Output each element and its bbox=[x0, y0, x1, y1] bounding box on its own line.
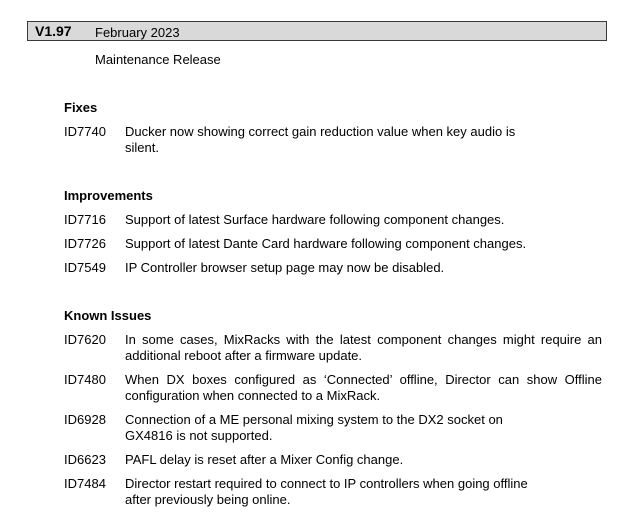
item-id: ID7620 bbox=[64, 332, 106, 347]
item-id: ID7716 bbox=[64, 212, 106, 227]
section-title-fixes: Fixes bbox=[64, 100, 98, 115]
item-id: ID7480 bbox=[64, 372, 106, 387]
item-description: Support of latest Surface hardware following component changes. bbox=[125, 212, 505, 227]
item-description: PAFL delay is reset after a Mixer Config change. bbox=[125, 452, 404, 467]
item-id: ID7484 bbox=[64, 476, 106, 491]
item-id: ID7549 bbox=[64, 260, 106, 275]
release-date: February 2023 bbox=[95, 25, 180, 40]
item-description: IP Controller browser setup page may now be disabled. bbox=[125, 260, 445, 275]
section-title-improvements: Improvements bbox=[64, 188, 153, 203]
item-id: ID7740 bbox=[64, 124, 106, 139]
section-title-known-issues: Known Issues bbox=[64, 308, 152, 323]
item-description: Director restart required to connect to IP controllers when going offline after previously being online. bbox=[125, 476, 528, 507]
version-header-bar bbox=[27, 21, 607, 41]
item-description: Support of latest Dante Card hardware following component changes. bbox=[125, 236, 527, 251]
item-description: Connection of a ME personal mixing system to the DX2 socket on GX4816 is not supported. bbox=[125, 412, 503, 443]
item-description: Ducker now showing correct gain reduction value when key audio is silent. bbox=[125, 124, 516, 155]
item-id: ID6928 bbox=[64, 412, 106, 427]
release-type: Maintenance Release bbox=[95, 52, 221, 67]
version-number: V1.97 bbox=[35, 23, 72, 39]
item-id: ID7726 bbox=[64, 236, 106, 251]
item-id: ID6623 bbox=[64, 452, 106, 467]
item-description: In some cases, MixRacks with the latest component changes might require an additional reboot after a firmware update. bbox=[125, 332, 602, 363]
item-description: When DX boxes configured as ‘Connected’ offline, Director can show Offline configuration when connected to a MixRack. bbox=[125, 372, 602, 403]
